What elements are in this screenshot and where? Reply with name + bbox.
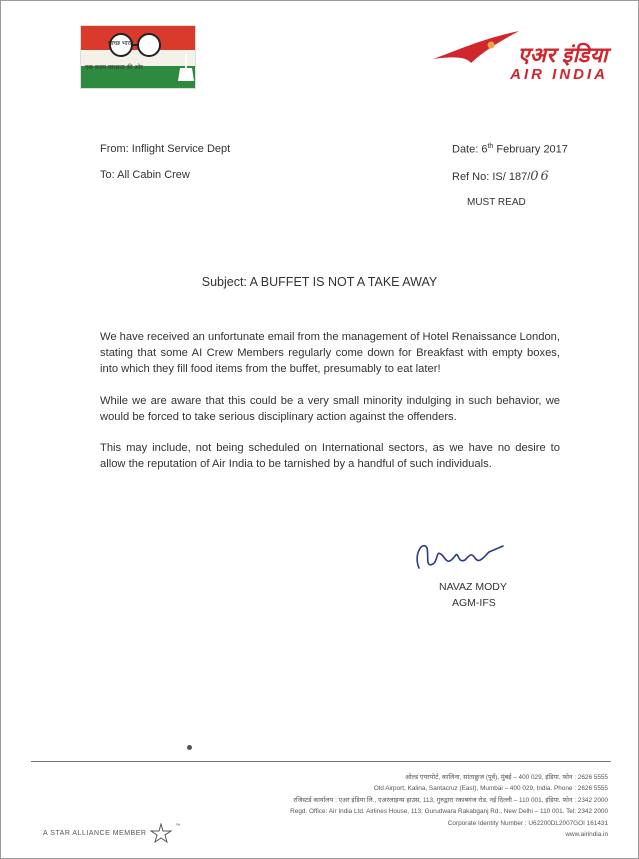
footer-line-1: ओल्ड एयरपोर्ट, कालिना, सांताक्रुज (पूर्व), मुंबई – 400 029, इंडिया. फोन : 2626 5555 (405, 774, 608, 781)
footer-line-3: रजिस्टर्ड कार्यालय : एअर इंडिया लि., एअरलाइन्स हाउस, 113, गुरुद्वारा रकाबगंज रोड, नई दिल्ली – 110 001. इंडिया. फोन : 2342 2000 (293, 796, 608, 804)
ref-handwritten: 06 (530, 169, 551, 184)
star-alliance-mark (43, 823, 181, 843)
memo-paragraph-3: This may include, not being scheduled on International sectors, as we have no desire to allow the reputation of Air India to be tarnished by a handful of such individuals. (100, 442, 560, 470)
date-suffix: February 2017 (493, 143, 568, 156)
air-india-swan-icon (431, 29, 521, 73)
ref-number: Ref No: IS/ 187/ (452, 171, 531, 183)
swachh-bharat-logo (80, 25, 196, 89)
date-sup: th (487, 143, 494, 150)
swachh-label: स्वच्छ भारत (108, 41, 134, 47)
broom-icon (177, 54, 195, 82)
signatory-name: NAVAZ MODY (439, 581, 507, 593)
air-india-english: AIR INDIA (510, 66, 608, 83)
memo-date (452, 143, 568, 156)
date-prefix: Date: 6 (452, 143, 488, 156)
air-india-hindi: एअर इंडिया (517, 44, 608, 67)
memo-from: From: Inflight Service Dept (100, 143, 231, 155)
footer-divider (31, 761, 611, 762)
punch-mark (187, 745, 192, 750)
air-india-logo (510, 45, 608, 83)
signatory-title: AGM-IFS (452, 597, 496, 609)
footer-line-5: Corporate Identity Number : U62200DL2007GOI 161431 (447, 819, 608, 827)
footer-line-4: Regd. Office: Air India Ltd. Airlines House, 113, Gurudwara Rakabganj Rd., New Delhi – 110 001. Tel: 2342 2000 (290, 808, 608, 816)
swachh-tagline: एक कदम स्वच्छता की ओर (85, 65, 143, 71)
star-alliance-text: A STAR ALLIANCE MEMBER (43, 829, 147, 837)
memo-to: To: All Cabin Crew (100, 169, 190, 181)
memo-paragraph-2: While we are aware that this could be a very small minority indulging in such behavior, we would be forced to take serious disciplinary action against the offenders. (100, 395, 560, 423)
must-read-label: MUST READ (467, 197, 526, 208)
handwritten-signature (409, 534, 509, 578)
footer-address (290, 772, 608, 840)
memo-paragraph-1: We have received an unfortunate email from the management of Hotel Renaissance London, stating that some AI Crew Members regularly come down for Breakfast with empty boxes, into which they fill food items from the buffet, presumably to eat later! (100, 331, 560, 375)
footer-line-2: Old Airport, Kalina, Santacruz (East), Mumbai – 400 029, India. Phone : 2626 5555 (373, 785, 608, 793)
memo-subject: Subject: A BUFFET IS NOT A TAKE AWAY (201, 275, 438, 289)
footer-line-6: www.airindia.in (565, 831, 608, 839)
memo-ref (452, 169, 551, 184)
trademark-mark: ™ (175, 823, 181, 829)
star-alliance-icon (149, 823, 173, 843)
